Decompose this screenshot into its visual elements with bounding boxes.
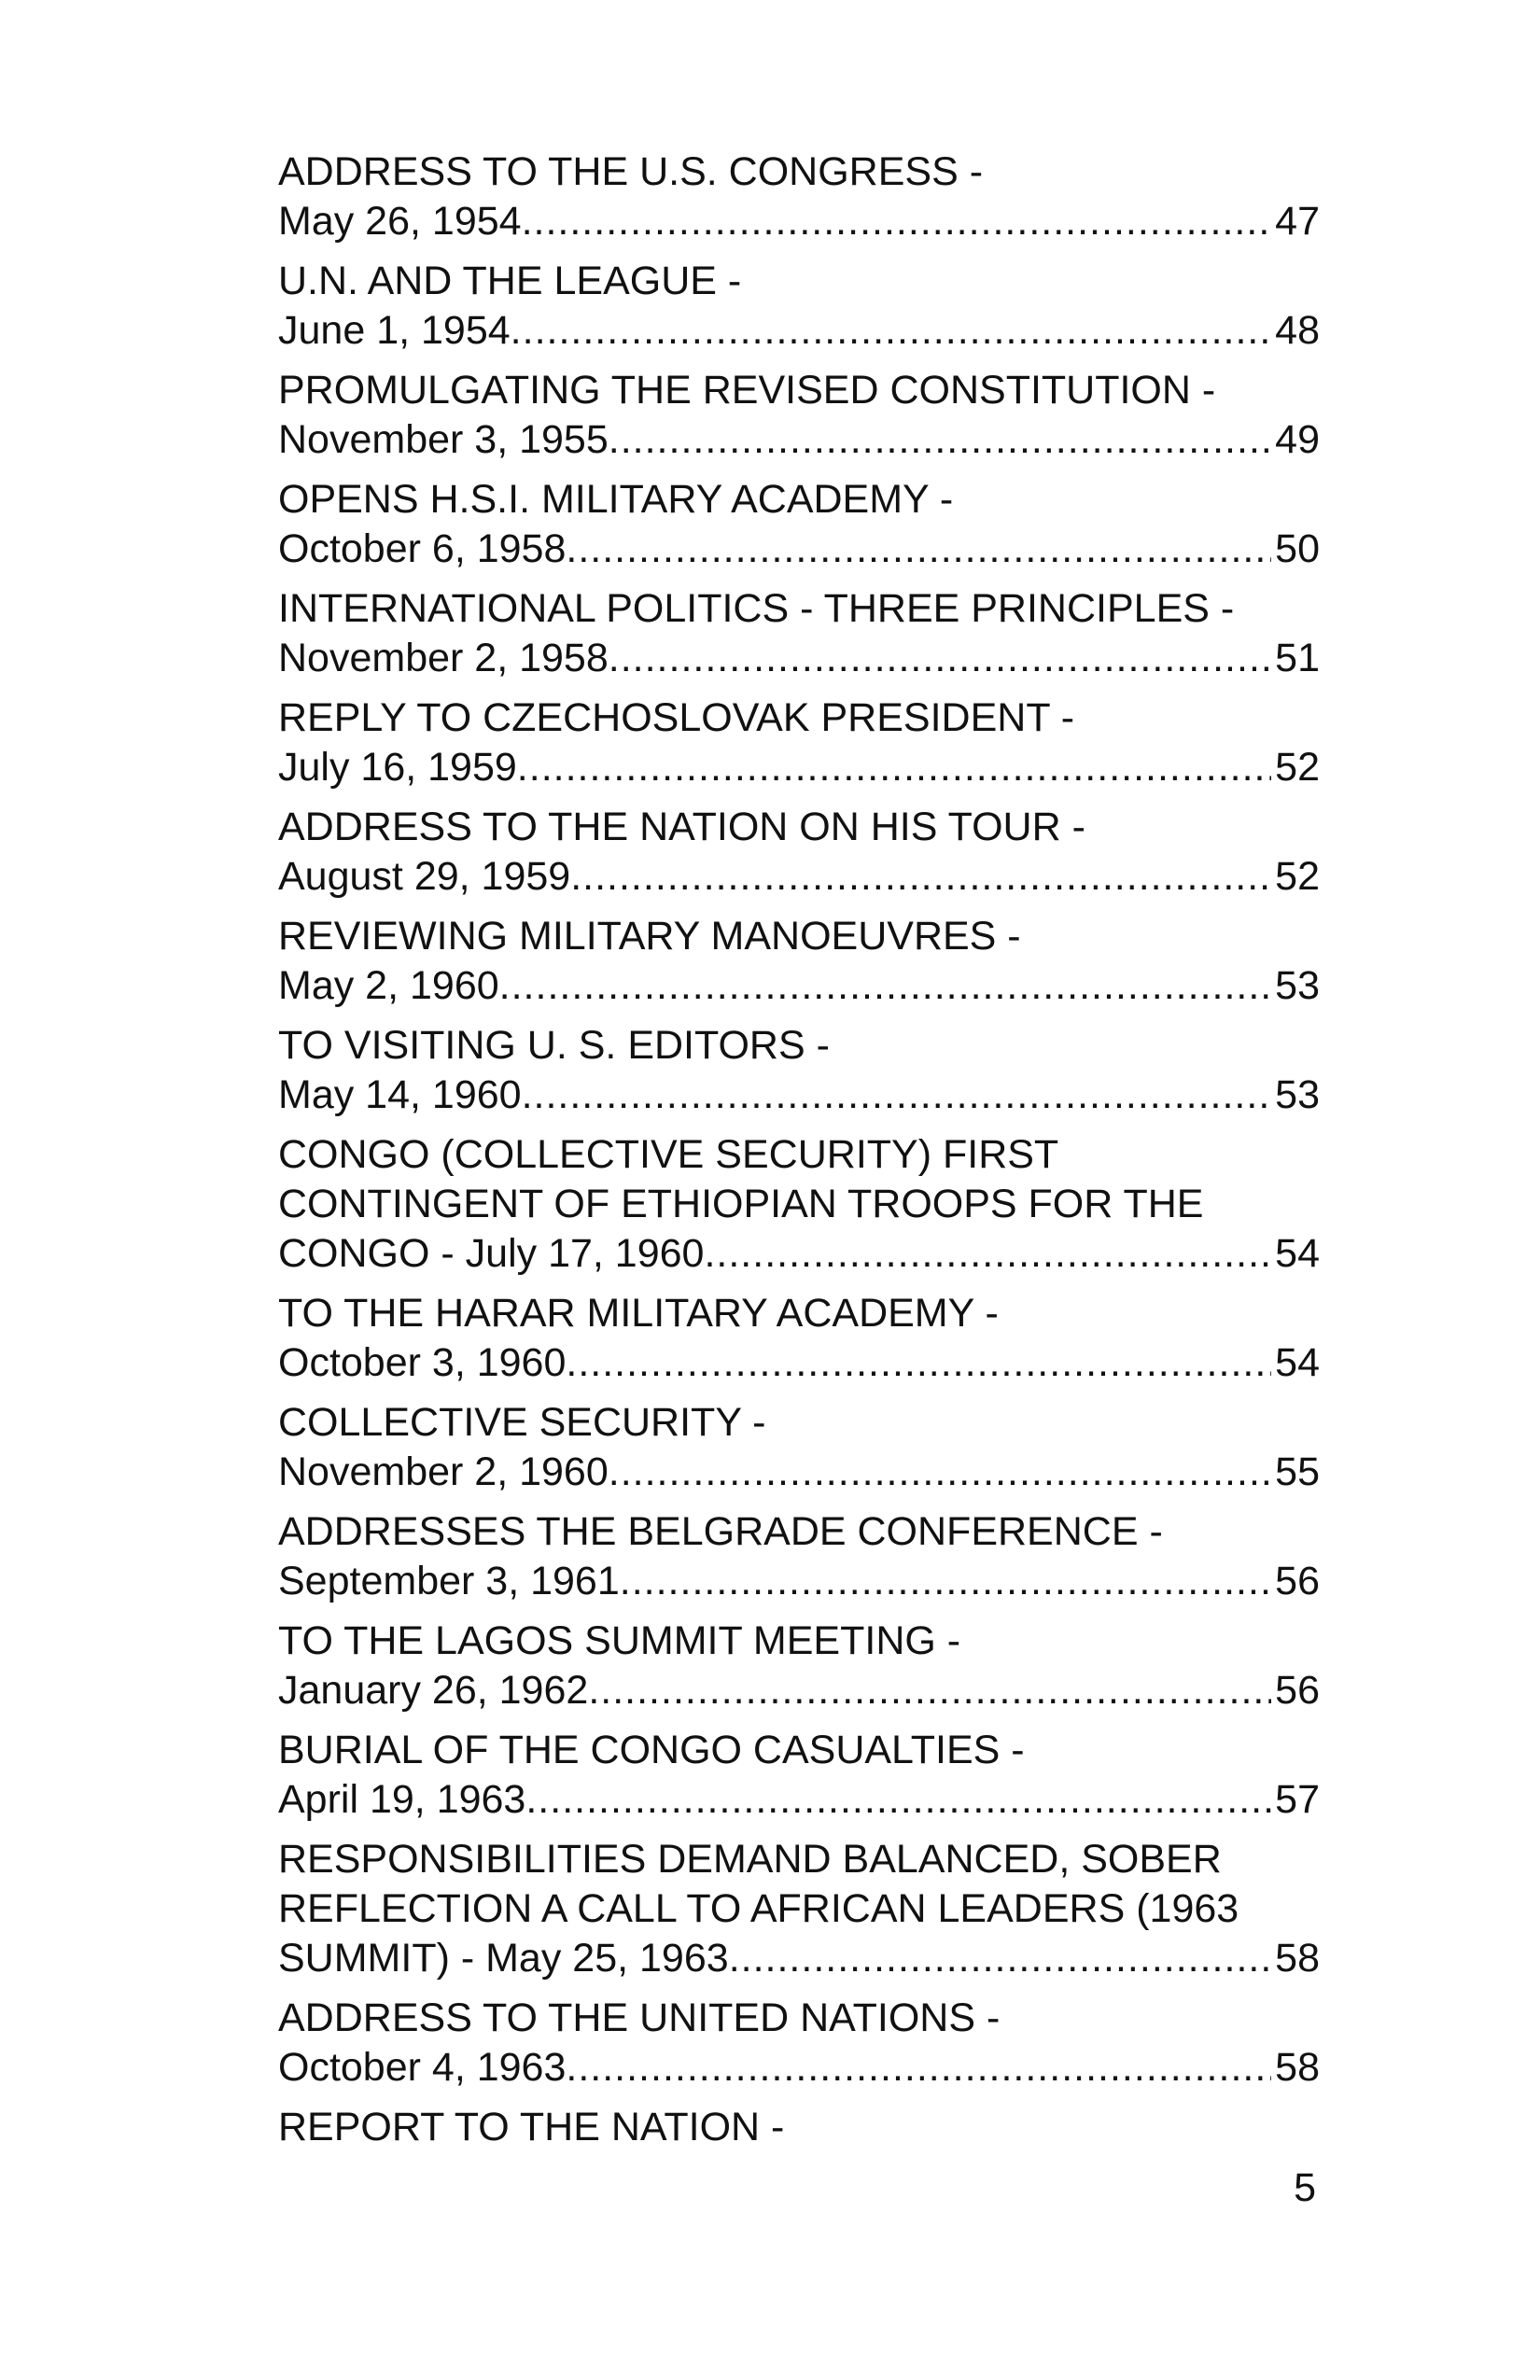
dot-leader	[609, 415, 1271, 465]
toc-entry-title-line: ADDRESS TO THE UNITED NATIONS -	[278, 1995, 1001, 2040]
toc-entry-date: July 16, 1959	[278, 745, 517, 790]
toc-entry-date: May 2, 1960	[278, 963, 499, 1008]
toc-entry	[278, 912, 1320, 1011]
toc-entry-page: 58	[1275, 2045, 1320, 2090]
toc-entry-date: October 6, 1958	[278, 526, 567, 571]
toc-entry-page: 55	[1275, 1449, 1320, 1494]
toc-entry	[278, 1130, 1320, 1279]
toc-entry-date: October 4, 1963	[278, 2045, 567, 2090]
toc-entry-title-line: REPLY TO CZECHOSLOVAK PRESIDENT -	[278, 695, 1075, 740]
table-of-contents	[278, 147, 1320, 2163]
toc-entry-date: November 2, 1958	[278, 636, 609, 680]
dot-leader	[522, 197, 1272, 246]
toc-entry-title-line: OPENS H.S.I. MILITARY ACADEMY -	[278, 477, 954, 522]
toc-entry	[278, 257, 1320, 356]
toc-entry	[278, 584, 1320, 683]
dot-leader	[525, 1775, 1271, 1825]
dot-leader	[566, 1338, 1271, 1388]
toc-entry	[278, 475, 1320, 574]
toc-entry-leader-line	[278, 1448, 1320, 1497]
dot-leader	[499, 961, 1272, 1011]
toc-entry-leader-line	[278, 525, 1320, 574]
toc-entry-leader-line	[278, 852, 1320, 902]
toc-entry-title-line: ADDRESS TO THE NATION ON HIS TOUR -	[278, 805, 1085, 849]
toc-entry-page: 53	[1275, 1072, 1320, 1117]
toc-entry-leader-line	[278, 2043, 1320, 2093]
toc-entry-date: August 29, 1959	[278, 854, 571, 899]
dot-leader	[517, 743, 1271, 792]
toc-entry-leader-line	[278, 1229, 1320, 1279]
toc-entry-page: 49	[1275, 417, 1320, 462]
dot-leader	[566, 525, 1271, 574]
toc-entry-title-line: REPORT TO THE NATION -	[278, 2105, 785, 2149]
toc-entry-date: June 1, 1954	[278, 308, 511, 353]
toc-entry-title-line: TO VISITING U. S. EDITORS -	[278, 1023, 830, 1068]
toc-entry-page: 58	[1275, 1936, 1320, 1981]
toc-entry-leader-line	[278, 743, 1320, 792]
toc-entry-title-line: PROMULGATING THE REVISED CONSTITUTION -	[278, 368, 1216, 413]
toc-entry	[278, 1994, 1320, 2093]
toc-entry-page: 48	[1275, 308, 1320, 353]
toc-entry-title-line: TO THE LAGOS SUMMIT MEETING -	[278, 1618, 961, 1663]
toc-entry-date: November 2, 1960	[278, 1449, 609, 1494]
toc-entry-title-line: COLLECTIVE SECURITY -	[278, 1400, 766, 1445]
page-number: 5	[1294, 2165, 1316, 2210]
dot-leader	[609, 1448, 1271, 1497]
toc-entry-leader-line	[278, 1775, 1320, 1825]
toc-entry-leader-line	[278, 197, 1320, 246]
toc-entry-page: 56	[1275, 1668, 1320, 1713]
dot-leader	[588, 1666, 1271, 1715]
toc-entry-leader-line	[278, 1338, 1320, 1388]
dot-leader	[704, 1229, 1271, 1279]
toc-entry-date: September 3, 1961	[278, 1559, 620, 1603]
toc-entry-leader-line	[278, 1666, 1320, 1715]
toc-entry-date: April 19, 1963	[278, 1777, 526, 1822]
toc-entry	[278, 803, 1320, 902]
toc-entry-date: SUMMIT) - May 25, 1963	[278, 1936, 729, 1981]
dot-leader	[522, 1071, 1272, 1120]
toc-entry	[278, 1726, 1320, 1825]
toc-entry-title-line: TO THE HARAR MILITARY ACADEMY -	[278, 1291, 999, 1336]
toc-entry-title-line: CONGO (COLLECTIVE SECURITY) FIRST	[278, 1132, 1059, 1177]
dot-leader	[609, 634, 1271, 683]
toc-entry	[278, 1021, 1320, 1120]
toc-entry-date: October 3, 1960	[278, 1340, 567, 1385]
toc-entry-page: 54	[1275, 1340, 1320, 1385]
toc-entry-title-line: REFLECTION A CALL TO AFRICAN LEADERS (1963	[278, 1886, 1239, 1931]
toc-entry-page: 47	[1275, 199, 1320, 244]
toc-entry	[278, 2103, 1320, 2152]
dot-leader	[570, 852, 1271, 902]
toc-entry-page: 56	[1275, 1559, 1320, 1603]
toc-entry-leader-line	[278, 961, 1320, 1011]
toc-entry-page: 52	[1275, 745, 1320, 790]
toc-entry-title-line: CONTINGENT OF ETHIOPIAN TROOPS FOR THE	[278, 1182, 1204, 1226]
toc-entry-leader-line	[278, 306, 1320, 356]
toc-entry	[278, 147, 1320, 246]
toc-entry	[278, 1507, 1320, 1606]
toc-entry	[278, 1398, 1320, 1497]
toc-entry	[278, 1617, 1320, 1715]
toc-entry	[278, 366, 1320, 465]
toc-entry-leader-line	[278, 634, 1320, 683]
toc-entry-page: 50	[1275, 526, 1320, 571]
dot-leader	[511, 306, 1271, 356]
toc-entry-page: 54	[1275, 1231, 1320, 1276]
toc-entry-date: November 3, 1955	[278, 417, 609, 462]
toc-entry-title-line: ADDRESSES THE BELGRADE CONFERENCE -	[278, 1509, 1163, 1554]
dot-leader	[566, 2043, 1271, 2093]
toc-entry-leader-line	[278, 1934, 1320, 1983]
toc-entry-page: 51	[1275, 636, 1320, 680]
toc-entry-date: CONGO - July 17, 1960	[278, 1231, 705, 1276]
toc-entry-leader-line	[278, 1557, 1320, 1606]
toc-entry-date: January 26, 1962	[278, 1668, 589, 1713]
toc-entry-leader-line	[278, 415, 1320, 465]
toc-entry	[278, 693, 1320, 792]
toc-entry-title-line: REVIEWING MILITARY MANOEUVRES -	[278, 914, 1021, 959]
toc-entry-page: 53	[1275, 963, 1320, 1008]
dot-leader	[729, 1934, 1271, 1983]
toc-entry-title-line: RESPONSIBILITIES DEMAND BALANCED, SOBER	[278, 1837, 1222, 1882]
toc-entry-leader-line	[278, 1071, 1320, 1120]
toc-entry	[278, 1289, 1320, 1388]
toc-entry-title-line: ADDRESS TO THE U.S. CONGRESS -	[278, 149, 984, 194]
toc-entry	[278, 1835, 1320, 1983]
toc-entry-date: May 26, 1954	[278, 199, 522, 244]
toc-entry-title-line: U.N. AND THE LEAGUE -	[278, 259, 742, 303]
toc-entry-page: 52	[1275, 854, 1320, 899]
toc-entry-page: 57	[1275, 1777, 1320, 1822]
toc-entry-title-line: BURIAL OF THE CONGO CASUALTIES -	[278, 1728, 1025, 1772]
toc-entry-title-line: INTERNATIONAL POLITICS - THREE PRINCIPLES -	[278, 586, 1235, 631]
dot-leader	[620, 1557, 1271, 1606]
toc-entry-date: May 14, 1960	[278, 1072, 522, 1117]
